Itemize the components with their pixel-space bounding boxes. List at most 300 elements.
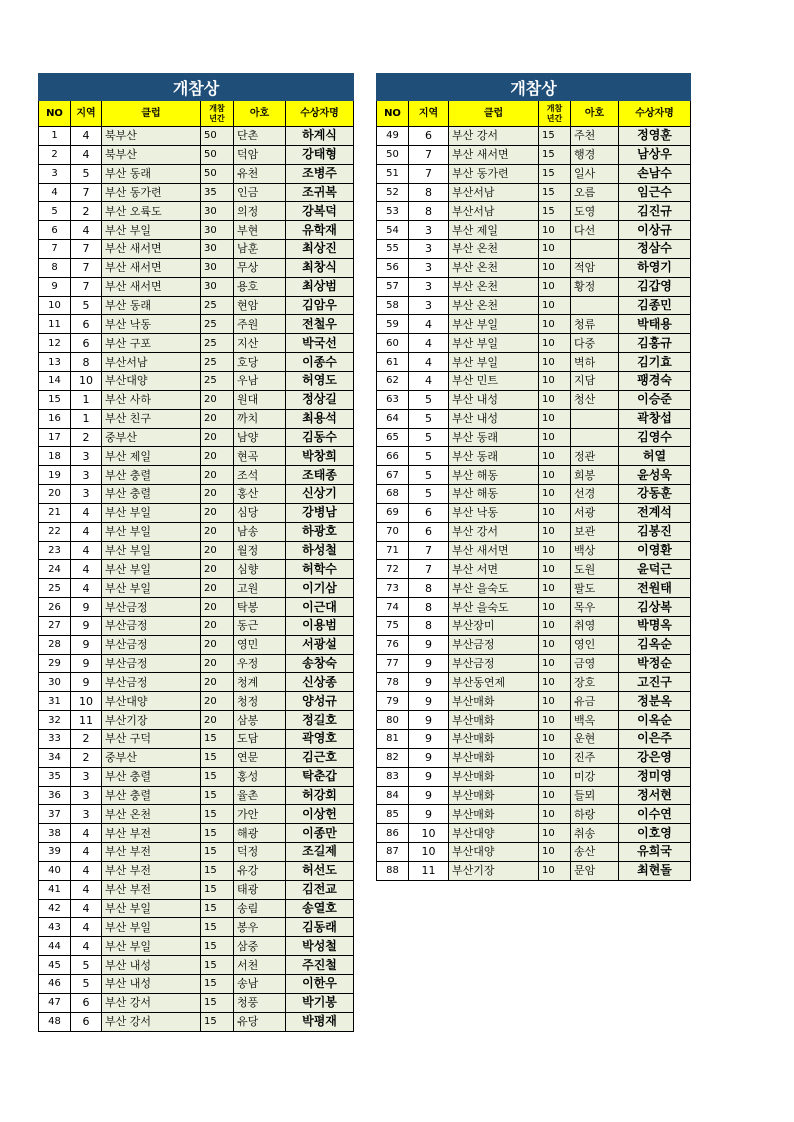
cell-no: 60	[377, 334, 409, 353]
table-row	[39, 880, 354, 899]
cell-club: 부산금정	[102, 616, 201, 635]
cell-region: 11	[71, 711, 102, 730]
cell-years: 10	[539, 654, 571, 673]
cell-no: 51	[377, 164, 409, 183]
cell-region: 2	[71, 428, 102, 447]
cell-no: 4	[39, 183, 71, 202]
table-row	[377, 409, 691, 428]
cell-name: 박태용	[619, 315, 691, 334]
cell-alias: 송산	[571, 843, 619, 862]
table-title: 개참상	[377, 74, 691, 101]
cell-region: 9	[409, 805, 449, 824]
cell-no: 1	[39, 127, 71, 146]
table-row	[377, 692, 691, 711]
cell-club: 부산 온천	[102, 805, 201, 824]
cell-no: 49	[377, 127, 409, 146]
cell-name: 이상헌	[286, 805, 354, 824]
cell-no: 50	[377, 145, 409, 164]
cell-region: 7	[71, 183, 102, 202]
cell-region: 5	[409, 428, 449, 447]
cell-region: 4	[409, 334, 449, 353]
cell-region: 8	[409, 183, 449, 202]
cell-region: 4	[71, 918, 102, 937]
cell-club: 부산금정	[102, 654, 201, 673]
table-row	[377, 296, 691, 315]
cell-no: 63	[377, 390, 409, 409]
cell-alias: 청계	[234, 673, 286, 692]
table-row	[39, 296, 354, 315]
cell-region: 3	[71, 447, 102, 466]
table-row	[39, 485, 354, 504]
cell-years: 10	[539, 786, 571, 805]
cell-no: 61	[377, 353, 409, 372]
cell-alias: 삼중	[234, 937, 286, 956]
table-row	[39, 371, 354, 390]
cell-years: 20	[201, 503, 234, 522]
cell-region: 4	[409, 353, 449, 372]
cell-alias: 지담	[571, 371, 619, 390]
cell-name: 김진규	[619, 202, 691, 221]
table-row	[377, 183, 691, 202]
cell-name: 허강회	[286, 786, 354, 805]
cell-region: 8	[409, 202, 449, 221]
cell-alias	[571, 428, 619, 447]
cell-name: 송열호	[286, 899, 354, 918]
cell-alias: 보관	[571, 522, 619, 541]
cell-name: 이영환	[619, 541, 691, 560]
cell-alias: 우남	[234, 371, 286, 390]
cell-club: 부산 충렬	[102, 786, 201, 805]
cell-alias: 목우	[571, 598, 619, 617]
cell-alias: 취송	[571, 824, 619, 843]
cell-name: 이승준	[619, 390, 691, 409]
cell-alias: 유천	[234, 164, 286, 183]
cell-no: 53	[377, 202, 409, 221]
cell-club: 부산 온천	[449, 240, 539, 259]
cell-alias: 영인	[571, 635, 619, 654]
cell-no: 68	[377, 485, 409, 504]
cell-club: 부산매화	[449, 692, 539, 711]
cell-name: 박명옥	[619, 616, 691, 635]
cell-years: 15	[201, 805, 234, 824]
table-row	[39, 145, 354, 164]
cell-club: 부산매화	[449, 730, 539, 749]
cell-region: 4	[409, 315, 449, 334]
cell-alias: 홍성	[234, 767, 286, 786]
cell-alias: 연문	[234, 748, 286, 767]
cell-name: 윤성욱	[619, 466, 691, 485]
cell-alias: 유강	[234, 861, 286, 880]
cell-name: 최창식	[286, 258, 354, 277]
cell-region: 6	[71, 334, 102, 353]
cell-club: 북부산	[102, 145, 201, 164]
cell-name: 유희국	[619, 843, 691, 862]
cell-no: 83	[377, 767, 409, 786]
header-region: 지역	[71, 101, 102, 127]
cell-region: 8	[409, 598, 449, 617]
cell-alias: 월정	[234, 541, 286, 560]
table-row	[377, 711, 691, 730]
cell-alias: 부현	[234, 221, 286, 240]
cell-club: 부산 충렬	[102, 767, 201, 786]
table-row	[39, 635, 354, 654]
table-title: 개참상	[39, 74, 354, 101]
cell-region: 4	[71, 541, 102, 560]
cell-no: 43	[39, 918, 71, 937]
cell-no: 38	[39, 824, 71, 843]
cell-club: 부산 온천	[449, 296, 539, 315]
cell-club: 부산서남	[449, 202, 539, 221]
table-row	[377, 861, 691, 880]
cell-no: 45	[39, 956, 71, 975]
cell-years: 10	[539, 861, 571, 880]
cell-alias	[571, 296, 619, 315]
cell-club: 부산 부일	[102, 541, 201, 560]
cell-region: 3	[71, 786, 102, 805]
cell-years: 15	[539, 183, 571, 202]
table-row	[39, 522, 354, 541]
cell-name: 최상범	[286, 277, 354, 296]
cell-no: 15	[39, 390, 71, 409]
table-row	[39, 183, 354, 202]
cell-region: 7	[409, 560, 449, 579]
cell-years: 10	[539, 390, 571, 409]
table-row	[39, 843, 354, 862]
cell-years: 10	[539, 541, 571, 560]
cell-name: 전원태	[619, 579, 691, 598]
cell-alias: 벽하	[571, 353, 619, 372]
cell-club: 부산동연제	[449, 673, 539, 692]
cell-years: 15	[201, 786, 234, 805]
cell-years: 10	[539, 692, 571, 711]
cell-club: 부산 새서면	[449, 145, 539, 164]
cell-club: 부산 오륙도	[102, 202, 201, 221]
cell-name: 유학재	[286, 221, 354, 240]
cell-years: 10	[539, 296, 571, 315]
table-row	[39, 616, 354, 635]
cell-no: 2	[39, 145, 71, 164]
cell-years: 10	[539, 258, 571, 277]
cell-club: 중부산	[102, 748, 201, 767]
cell-name: 정삼수	[619, 240, 691, 259]
cell-club: 부산 을숙도	[449, 579, 539, 598]
table-row	[377, 673, 691, 692]
header-years-line1: 개참	[209, 103, 225, 113]
cell-years: 15	[201, 748, 234, 767]
cell-region: 3	[409, 258, 449, 277]
cell-region: 6	[409, 522, 449, 541]
cell-name: 박창희	[286, 447, 354, 466]
table-row	[39, 824, 354, 843]
cell-name: 김암우	[286, 296, 354, 315]
cell-name: 하광호	[286, 522, 354, 541]
cell-name: 이용범	[286, 616, 354, 635]
cell-no: 37	[39, 805, 71, 824]
cell-name: 강복덕	[286, 202, 354, 221]
cell-name: 양성규	[286, 692, 354, 711]
cell-years: 10	[539, 485, 571, 504]
cell-name: 허학수	[286, 560, 354, 579]
cell-club: 부산 부일	[102, 221, 201, 240]
cell-years: 10	[539, 334, 571, 353]
cell-years: 20	[201, 560, 234, 579]
cell-club: 부산매화	[449, 767, 539, 786]
table-row	[377, 447, 691, 466]
cell-alias: 조석	[234, 466, 286, 485]
table-row	[39, 861, 354, 880]
cell-no: 26	[39, 598, 71, 617]
cell-region: 8	[71, 353, 102, 372]
cell-no: 22	[39, 522, 71, 541]
cell-name: 이옥순	[619, 711, 691, 730]
cell-years: 10	[539, 353, 571, 372]
cell-club: 부산 부일	[449, 353, 539, 372]
cell-years: 15	[539, 127, 571, 146]
cell-no: 69	[377, 503, 409, 522]
cell-years: 10	[539, 730, 571, 749]
cell-years: 15	[201, 974, 234, 993]
cell-club: 부산 낙동	[102, 315, 201, 334]
cell-alias: 유당	[234, 1012, 286, 1031]
cell-years: 10	[539, 805, 571, 824]
cell-region: 4	[409, 371, 449, 390]
cell-club: 부산 충렬	[102, 466, 201, 485]
table-row	[39, 918, 354, 937]
cell-region: 9	[409, 654, 449, 673]
cell-alias: 운현	[571, 730, 619, 749]
cell-region: 8	[409, 579, 449, 598]
cell-no: 7	[39, 240, 71, 259]
cell-no: 78	[377, 673, 409, 692]
cell-region: 9	[71, 598, 102, 617]
cell-no: 42	[39, 899, 71, 918]
cell-years: 20	[201, 447, 234, 466]
cell-name: 정상길	[286, 390, 354, 409]
cell-name: 곽창섭	[619, 409, 691, 428]
cell-years: 20	[201, 711, 234, 730]
table-row	[377, 786, 691, 805]
cell-no: 88	[377, 861, 409, 880]
cell-name: 신상종	[286, 673, 354, 692]
table-row	[39, 937, 354, 956]
cell-region: 3	[409, 221, 449, 240]
cell-club: 부산금정	[449, 654, 539, 673]
cell-name: 정길호	[286, 711, 354, 730]
cell-years: 30	[201, 202, 234, 221]
cell-region: 3	[71, 485, 102, 504]
cell-club: 부산 강서	[102, 993, 201, 1012]
table-row	[377, 616, 691, 635]
cell-no: 19	[39, 466, 71, 485]
cell-no: 27	[39, 616, 71, 635]
cell-region: 9	[409, 692, 449, 711]
cell-years: 50	[201, 127, 234, 146]
cell-name: 이종만	[286, 824, 354, 843]
cell-alias	[571, 409, 619, 428]
cell-alias: 동근	[234, 616, 286, 635]
cell-club: 부산 새서면	[102, 277, 201, 296]
cell-name: 김동수	[286, 428, 354, 447]
cell-region: 4	[71, 880, 102, 899]
cell-no: 25	[39, 579, 71, 598]
cell-no: 31	[39, 692, 71, 711]
cell-club: 부산매화	[449, 711, 539, 730]
cell-no: 84	[377, 786, 409, 805]
cell-no: 16	[39, 409, 71, 428]
cell-club: 부산 부전	[102, 824, 201, 843]
cell-club: 부산금정	[102, 635, 201, 654]
cell-no: 13	[39, 353, 71, 372]
cell-years: 15	[201, 899, 234, 918]
cell-years: 15	[539, 145, 571, 164]
cell-no: 36	[39, 786, 71, 805]
cell-club: 부산 동래	[449, 447, 539, 466]
cell-club: 부산 강서	[449, 522, 539, 541]
cell-years: 25	[201, 353, 234, 372]
cell-years: 30	[201, 277, 234, 296]
cell-years: 20	[201, 598, 234, 617]
cell-region: 3	[71, 767, 102, 786]
table-row	[39, 786, 354, 805]
cell-alias: 덕암	[234, 145, 286, 164]
table-row	[39, 560, 354, 579]
cell-name: 정서현	[619, 786, 691, 805]
cell-club: 부산 낙동	[449, 503, 539, 522]
cell-club: 부산기장	[449, 861, 539, 880]
cell-alias: 호당	[234, 353, 286, 372]
cell-region: 4	[71, 899, 102, 918]
cell-region: 4	[71, 127, 102, 146]
cell-years: 20	[201, 692, 234, 711]
cell-no: 80	[377, 711, 409, 730]
table-body	[377, 127, 691, 881]
table-row	[39, 673, 354, 692]
cell-region: 4	[71, 221, 102, 240]
cell-alias: 황정	[571, 277, 619, 296]
table-row	[377, 748, 691, 767]
cell-name: 송창숙	[286, 654, 354, 673]
cell-name: 조병주	[286, 164, 354, 183]
cell-years: 10	[539, 598, 571, 617]
cell-name: 전계석	[619, 503, 691, 522]
table-row	[39, 315, 354, 334]
cell-alias: 진주	[571, 748, 619, 767]
cell-region: 5	[71, 974, 102, 993]
cell-no: 17	[39, 428, 71, 447]
table-row	[377, 428, 691, 447]
cell-club: 부산 부일	[449, 315, 539, 334]
cell-name: 정미영	[619, 767, 691, 786]
cell-name: 이종수	[286, 353, 354, 372]
cell-years: 50	[201, 164, 234, 183]
cell-club: 부산 동가련	[449, 164, 539, 183]
cell-region: 9	[409, 748, 449, 767]
cell-name: 김홍규	[619, 334, 691, 353]
cell-name: 최용석	[286, 409, 354, 428]
cell-region: 1	[71, 409, 102, 428]
cell-region: 7	[71, 277, 102, 296]
cell-no: 46	[39, 974, 71, 993]
cell-alias: 율촌	[234, 786, 286, 805]
cell-region: 5	[409, 390, 449, 409]
cell-years: 50	[201, 145, 234, 164]
cell-club: 부산매화	[449, 748, 539, 767]
cell-name: 조길제	[286, 843, 354, 862]
cell-club: 부산 서면	[449, 560, 539, 579]
cell-years: 10	[539, 616, 571, 635]
cell-no: 24	[39, 560, 71, 579]
cell-club: 북부산	[102, 127, 201, 146]
cell-no: 81	[377, 730, 409, 749]
cell-years: 20	[201, 428, 234, 447]
cell-alias: 유금	[571, 692, 619, 711]
cell-alias: 미강	[571, 767, 619, 786]
cell-region: 8	[409, 616, 449, 635]
cell-no: 66	[377, 447, 409, 466]
cell-club: 부산 내성	[449, 390, 539, 409]
cell-years: 10	[539, 221, 571, 240]
cell-region: 10	[71, 692, 102, 711]
cell-name: 김종민	[619, 296, 691, 315]
table-row	[39, 277, 354, 296]
cell-alias: 무상	[234, 258, 286, 277]
cell-alias: 오름	[571, 183, 619, 202]
table-row	[39, 748, 354, 767]
cell-club: 부산매화	[449, 786, 539, 805]
cell-years: 20	[201, 466, 234, 485]
cell-alias: 인금	[234, 183, 286, 202]
cell-years: 15	[539, 202, 571, 221]
cell-alias: 지산	[234, 334, 286, 353]
cell-alias: 행경	[571, 145, 619, 164]
table-row	[377, 541, 691, 560]
cell-name: 이수연	[619, 805, 691, 824]
cell-years: 25	[201, 296, 234, 315]
cell-alias: 다중	[571, 334, 619, 353]
cell-no: 33	[39, 730, 71, 749]
cell-region: 6	[409, 127, 449, 146]
cell-club: 부산 강서	[449, 127, 539, 146]
cell-club: 부산 부일	[102, 579, 201, 598]
cell-no: 48	[39, 1012, 71, 1031]
cell-alias: 취영	[571, 616, 619, 635]
header-years-line2: 년간	[546, 113, 563, 123]
cell-region: 4	[71, 824, 102, 843]
cell-name: 탁춘갑	[286, 767, 354, 786]
cell-no: 28	[39, 635, 71, 654]
cell-no: 52	[377, 183, 409, 202]
table-row	[377, 767, 691, 786]
cell-no: 40	[39, 861, 71, 880]
cell-no: 10	[39, 296, 71, 315]
cell-years: 20	[201, 635, 234, 654]
cell-years: 20	[201, 673, 234, 692]
cell-region: 5	[409, 447, 449, 466]
table-row	[39, 692, 354, 711]
cell-years: 10	[539, 371, 571, 390]
cell-no: 34	[39, 748, 71, 767]
cell-club: 부산 온천	[449, 258, 539, 277]
cell-name: 팽경숙	[619, 371, 691, 390]
cell-region: 6	[71, 315, 102, 334]
table-row	[377, 824, 691, 843]
header-years-line1: 개참	[546, 103, 563, 113]
cell-no: 75	[377, 616, 409, 635]
cell-name: 김봉진	[619, 522, 691, 541]
cell-region: 3	[409, 240, 449, 259]
cell-no: 86	[377, 824, 409, 843]
cell-name: 허열	[619, 447, 691, 466]
